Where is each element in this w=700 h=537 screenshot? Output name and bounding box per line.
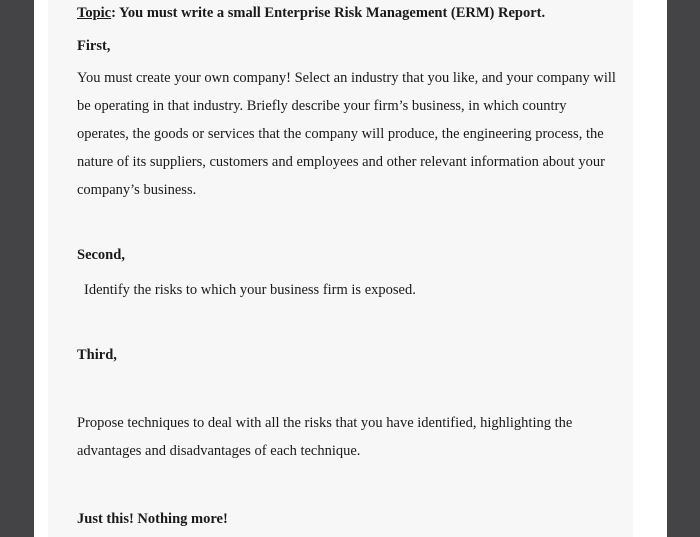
closing-line: Just this! Nothing more! bbox=[77, 511, 228, 527]
paragraph-line: company’s business. bbox=[77, 182, 197, 198]
topic-line bbox=[77, 5, 545, 22]
third-paragraph bbox=[77, 409, 637, 465]
second-paragraph bbox=[84, 276, 644, 304]
paragraph-line: be operating in that industry. Briefly describe your firm’s business, in which country bbox=[77, 98, 567, 114]
first-heading: First, bbox=[77, 38, 111, 54]
left-dark-margin bbox=[0, 0, 34, 537]
right-dark-margin bbox=[667, 0, 700, 537]
paragraph-line: Identify the risks to which your business firm is exposed. bbox=[84, 282, 416, 298]
paragraph-line: operates, the goods or services that the company will produce, the engineering process, the bbox=[77, 126, 604, 142]
first-paragraph bbox=[77, 64, 637, 204]
topic-text: : You must write a small Enterprise Risk Management (ERM) Report. bbox=[111, 5, 546, 21]
third-heading: Third, bbox=[77, 347, 117, 363]
paragraph-line: Propose techniques to deal with all the risks that you have identified, highlighting the bbox=[77, 415, 573, 431]
paragraph-line: advantages and disadvantages of each technique. bbox=[77, 443, 361, 459]
topic-label: Topic bbox=[77, 5, 112, 21]
paragraph-line: nature of its suppliers, customers and employees and other relevant information about your bbox=[77, 154, 605, 170]
second-heading: Second, bbox=[77, 247, 125, 263]
paragraph-line: You must create your own company! Select an industry that you like, and your company will bbox=[77, 70, 616, 86]
